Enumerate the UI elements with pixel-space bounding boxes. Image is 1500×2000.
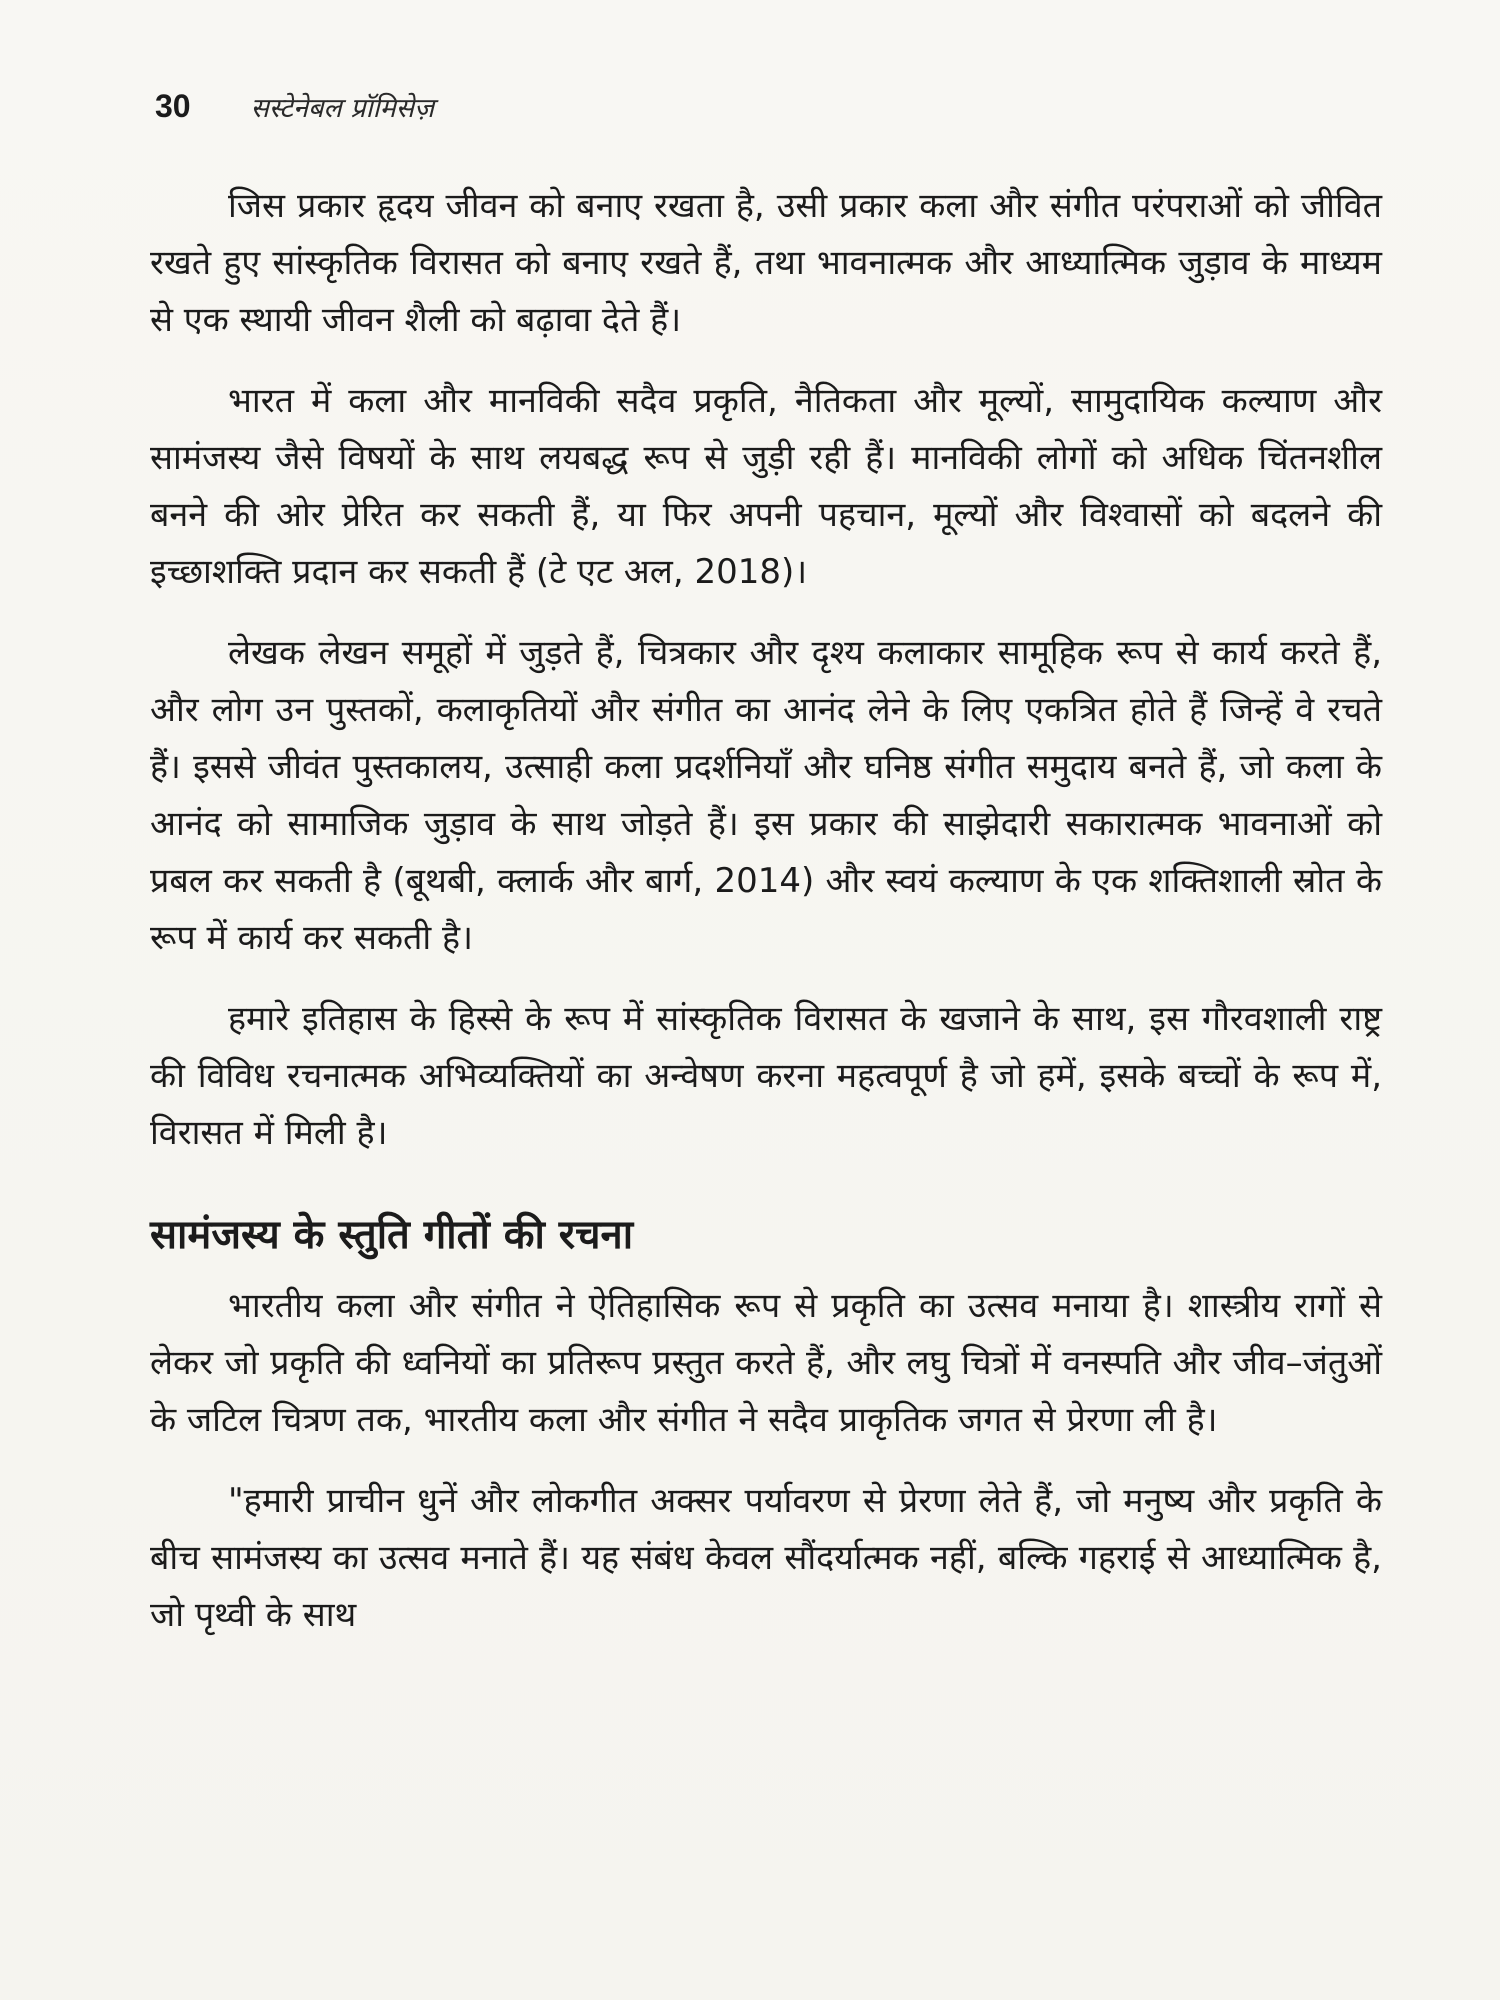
paragraph-cultural-heritage: हमारे इतिहास के हिस्से के रूप में सांस्कृतिक विरासत के खजाने के साथ, इस गौरवशाली राष्ट्र की विविध रचनात्मक अभिव्यक्तियों का अन्वेषण करना महत्वपूर्ण है जो हमें, इसके बच्चों के रूप में, विरासत में मिली है। bbox=[150, 999, 1382, 1153]
paragraph-indian-art-nature: भारतीय कला और संगीत ने ऐतिहासिक रूप से प्रकृति का उत्सव मनाया है। शास्त्रीय रागों से लेकर जो प्रकृति की ध्वनियों का प्रतिरूप प्रस्तुत करते हैं, और लघु चित्रों में वनस्पति और जीव–जंतुओं के जटिल चित्रण तक, भारतीय कला और संगीत ने सदैव प्राकृतिक जगत से प्रेरणा ली है। bbox=[150, 1286, 1382, 1440]
paragraph-heart-analogy: जिस प्रकार हृदय जीवन को बनाए रखता है, उसी प्रकार कला और संगीत परंपराओं को जीवित रखते हुए सांस्कृतिक विरासत को बनाए रखते हैं, तथा भावनात्मक और आध्यात्मिक जुड़ाव के माध्यम से एक स्थायी जीवन शैली को बढ़ावा देते हैं। bbox=[150, 186, 1382, 340]
page-number: 30 bbox=[155, 88, 191, 124]
paragraph-arts-humanities: भारत में कला और मानविकी सदैव प्रकृति, नैतिकता और मूल्यों, सामुदायिक कल्याण और सामंजस्य जैसे विषयों के साथ लयबद्ध रूप से जुड़ी रही हैं। मानविकी लोगों को अधिक चिंतनशील बनने की ओर प्रेरित कर सकती हैं, या फिर अपनी पहचान, मूल्यों और विश्वासों को बदलने की इच्छाशक्ति प्रदान कर सकती हैं (टे एट अल, 2018)। bbox=[150, 381, 1382, 592]
paragraph-ancient-melodies: "हमारी प्राचीन धुनें और लोकगीत अक्सर पर्यावरण से प्रेरणा लेते हैं, जो मनुष्य और प्रकृति के बीच सामंजस्य का उत्सव मनाते हैं। यह संबंध केवल सौंदर्यात्मक नहीं, बल्कि गहराई से आध्यात्मिक है, जो पृथ्वी के साथ bbox=[150, 1481, 1382, 1635]
paragraph-writers-groups: लेखक लेखन समूहों में जुड़ते हैं, चित्रकार और दृश्य कलाकार सामूहिक रूप से कार्य करते हैं, और लोग उन पुस्तकों, कलाकृतियों और संगीत का आनंद लेने के लिए एकत्रित होते हैं जिन्हें वे रचते हैं। इससे जीवंत पुस्तकालय, उत्साही कला प्रदर्शनियाँ और घनिष्ठ संगीत समुदाय बनते हैं, जो कला के आनंद को सामाजिक जुड़ाव के साथ जोड़ते हैं। इस प्रकार की साझेदारी सकारात्मक भावनाओं को प्रबल कर सकती है (बूथबी, क्लार्क और बार्ग, 2014) और स्वयं कल्याण के एक शक्तिशाली स्रोत के रूप में कार्य कर सकती है। bbox=[150, 633, 1382, 958]
page-body bbox=[150, 178, 1382, 1668]
section-heading: सामंजस्य के स्तुति गीतों की रचना bbox=[150, 1212, 634, 1258]
running-head bbox=[155, 88, 434, 125]
book-title: सस्टेनेबल प्रॉमिसेज़ bbox=[250, 93, 435, 124]
